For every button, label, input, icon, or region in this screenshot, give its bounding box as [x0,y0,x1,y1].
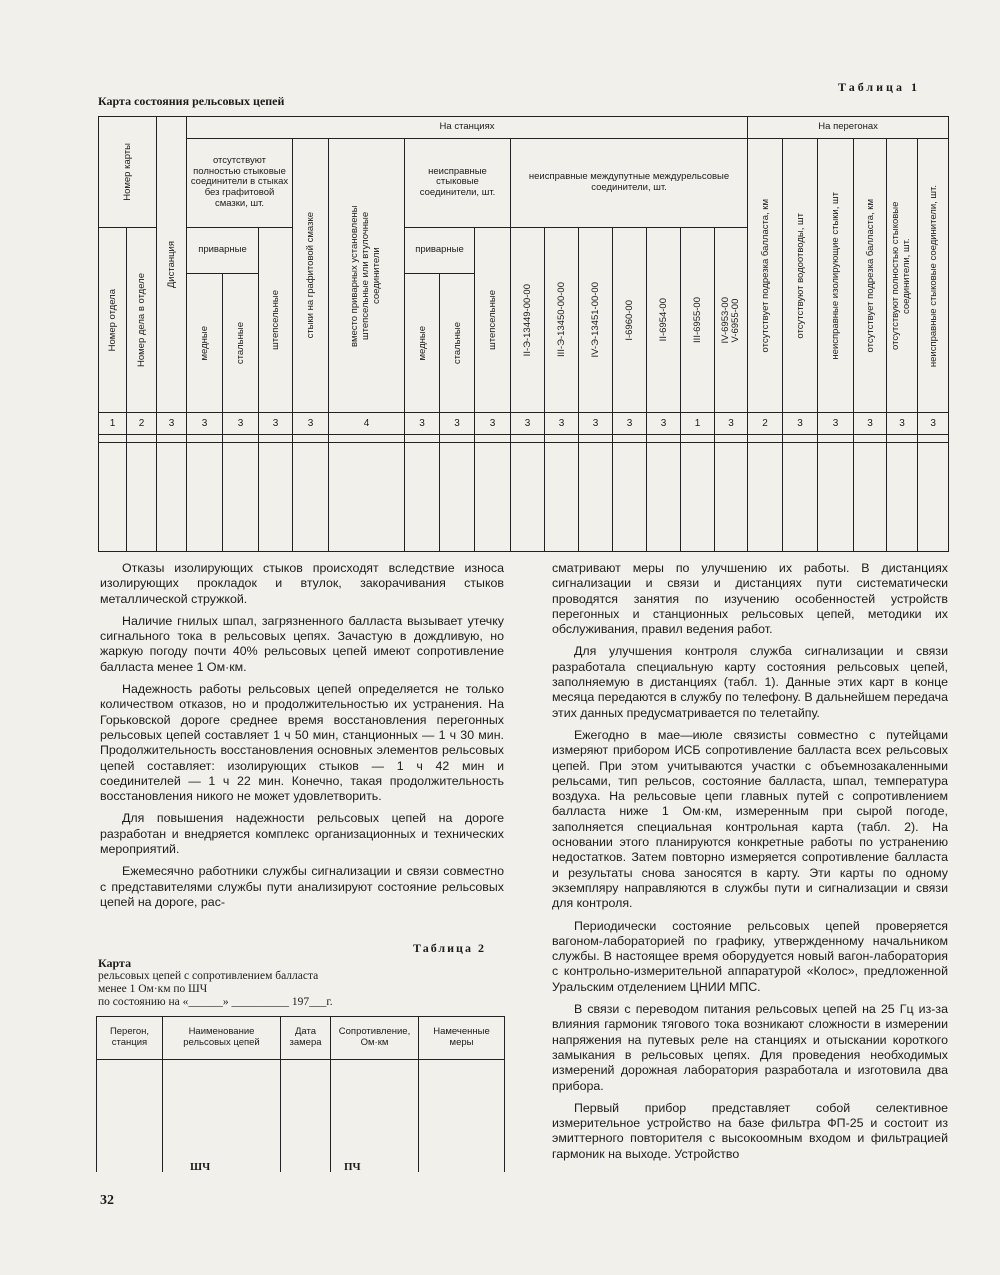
signature-shch: ШЧ [190,1161,211,1173]
case-number-header: Номер дела в отделе [127,227,157,412]
steel2-header: стальные [440,274,475,413]
distance-header: Дистанция [157,117,187,413]
card-number-header: Номер карты [99,117,157,228]
steel-header: стальные [223,274,259,413]
table1 [98,116,949,552]
col-number: 3 [715,413,748,435]
ballast-cut-header: отсутствует подрезка балласта, км [748,139,783,413]
conn-c6-header: III-6955-00 [681,227,715,412]
col-number: 3 [887,413,918,435]
t2-header-name: Наименование рельсовых цепей [163,1017,281,1060]
table2-title: Карта [98,956,132,970]
t2-header-resistance: Сопротивление, Ом·км [331,1017,419,1060]
col-number: 3 [293,413,329,435]
at-stations-header: На станциях [187,117,748,139]
graphite-joints-header: стыки на графитовой смазке [293,139,329,413]
left-text-column [100,561,504,917]
paragraph: Наличие гнилых шпал, загрязненного балласта вызывает утечку сигнального тока в рельсовых цепях. Зачастую в дождливую, но жаркую погоду почти 40% рельсовых цепей имеют сопротивление балласта менее 1 Ом·км. [100,613,504,674]
paragraph: Отказы изолирующих стыков происходят вследствие износа изолирующих прокладок и втулок, закорачивания стыков металлической стружкой. [100,561,504,606]
col-number: 3 [647,413,681,435]
col-number: 3 [157,413,187,435]
welded-header: приварные [187,227,259,273]
col-number: 2 [748,413,783,435]
col-number: 3 [545,413,579,435]
t2-header-measures: Намеченные меры [419,1017,505,1060]
welded2-header: приварные [405,227,475,273]
copper2-header: медные [405,274,440,413]
drains-header: отсутствуют водоотводы, шт [783,139,818,413]
paragraph: Надежность работы рельсовых цепей определяется не только количеством отказов, но и продолжительностью их устранения. На Горьковской дороге среднее время восстановления перегонных рельсовых цепей составляет 1 ч 50 мин, станционных — 1 ч 30 мин. Продолжительность восстановления основных элементов рельсовых цепей составляет: изолирующих стыков — 1 ч 42 мин и соединителей — 1 ч 22 мин. Конечно, такая продолжительность восстановления никого не может удовлетворить. [100,682,504,804]
col-number: 3 [854,413,887,435]
page-number: 32 [100,1193,114,1208]
paragraph: сматривают меры по улучшению их работы. В дистанциях сигнализации и связи и дистанциях пути систематически проводятся занятия по изучению особенностей устройств перегонных и станционных рельсовых цепей, методики их обслуживания, правил ведения работ. [552,561,948,637]
col-number: 3 [259,413,293,435]
paragraph: Для повышения надежности рельсовых цепей на дороге разработан и внедряется комплекс организационных и технических мероприятий. [100,811,504,857]
col-number: 3 [511,413,545,435]
dept-number-header: Номер отдела [99,227,127,412]
signature-pch: ПЧ [344,1161,361,1173]
col-number: 3 [405,413,440,435]
plug-header: штепсельные [259,227,293,412]
conn-c5-header: II-6954-00 [647,227,681,412]
copper-header: медные [187,274,223,413]
paragraph: Для улучшения контроля служба сигнализации и связи разработала специальную карту состояния рельсовых цепей, заполняемую в дистанциях (табл. 1). Данные этих карт в конце месяца передаются в службу по телефону. В дальнейшем передача этих данных предусматривается по телетайпу. [552,644,948,720]
col-number: 3 [187,413,223,435]
missing-conn-hauls-header: отсутствуют полностью стыковые соединители, шт. [887,139,918,413]
missing-joints-header: отсутствуют полностью стыковые соединители в стыках без графитовой смазки, шт. [187,139,293,228]
right-text-column [552,561,948,1169]
insulating-joints-header: неисправные изолирующие стыки, шт [818,139,854,413]
conn-c2-header: III-Э-13450-00-00 [545,227,579,412]
paragraph: Ежегодно в мае—июле связисты совместно с путейцами измеряют прибором ИСБ сопротивление балласта всех рельсовых цепей. При этом учитываются участки с объемнозакаленными рельсами, тип рельсов, состояние балласта, шпал, температура воздуха. На рельсовые цепи главных путей с сопротивлением балласта ниже 1 Ом·км, измеренным при сырой погоде, заполняется специальная контрольная карта (табл. 2). На основании этого планируются конкретные работы по устранению недостатков. Затем повторно измеряется сопротивление балласта и результаты снова заносятся в карту. Эти карты по одному экземпляру направляются в службы пути и сигнализации и связи для контроля. [552,727,948,911]
faulty-joint-conn-header: неисправные стыковые соединители, шт. [405,139,511,228]
table1-label: Таблица 1 [838,80,920,94]
col-number: 3 [613,413,647,435]
col-number: 3 [918,413,949,435]
table2 [96,1016,505,1172]
col-number: 3 [223,413,259,435]
table2-caption-line: рельсовых цепей с сопротивлением балласта [98,970,319,982]
col-number: 3 [818,413,854,435]
spacer-row [99,435,949,443]
col-number: 3 [579,413,613,435]
col-number: 1 [681,413,715,435]
col-number: 3 [475,413,511,435]
on-hauls-header: На перегонах [748,117,949,139]
paragraph: В связи с переводом питания рельсовых цепей на 25 Гц из-за влияния гармоник тягового тока возникают сложности в измерении напряжения на путевых реле на станциях и отыскании короткого замыкания в рельсовых цепях. Для проведения необходимых измерений дорожная лаборатория разработала и изготовила два прибора. [552,1002,948,1093]
column-numbers-row [99,413,949,435]
col-number: 3 [783,413,818,435]
table2-label: Таблица 2 [413,941,486,955]
col-number: 4 [329,413,405,435]
faulty-interrail-header: неисправные междупутные междурельсовые соединители, шт. [511,139,748,228]
plug2-header: штепсельные [475,227,511,412]
faulty-conn-hauls-header: неисправные стыковые соединители, шт. [918,139,949,413]
conn-c7-header: IV-6953-00 V-6955-00 [715,227,748,412]
empty-data-row [99,443,949,552]
paragraph: Ежемесячно работники службы сигнализации и связи совместно с представителями службы пути анализируют состояние рельсовых цепей на дороге, рас- [100,864,504,909]
paragraph: Периодически состояние рельсовых цепей проверяется вагоном-лабораторией по графику, утвержденному начальником службы. В настоящее время оборудуется новый вагон-лаборатория с контрольно-измерительной аппаратурой «Колос», предложенной Уральским отделением ЦНИИ МПС. [552,918,948,994]
paragraph: Первый прибор представляет собой селективное измерительное устройство на базе фильтра ФП-25 и состоит из эмиттерного повторителя с высокоомным входом и фильтрацией гармоник на выходе. Устройство [552,1100,948,1161]
table2-caption [98,957,333,1009]
col-number: 3 [440,413,475,435]
conn-c1-header: II-Э-13449-00-00 [511,227,545,412]
table2-caption-line: менее 1 Ом·км по ШЧ [98,983,208,995]
table1-caption: Карта состояния рельсовых цепей [98,94,285,108]
table2-caption-line: по состоянию на «______» __________ 197___г. [98,996,333,1008]
col-number: 2 [127,413,157,435]
col-number: 1 [99,413,127,435]
conn-c3-header: IV-Э-13451-00-00 [579,227,613,412]
conn-c4-header: I-6960-00 [613,227,647,412]
ballast-cut-hauls-header: отсутствует подрезка балласта, км [854,139,887,413]
t2-header-date: Дата замера [281,1017,331,1060]
instead-welded-header: вместо приварных установлены штепсельные или втулочные соединители [329,139,405,413]
t2-header-haul: Перегон, станция [97,1017,163,1060]
